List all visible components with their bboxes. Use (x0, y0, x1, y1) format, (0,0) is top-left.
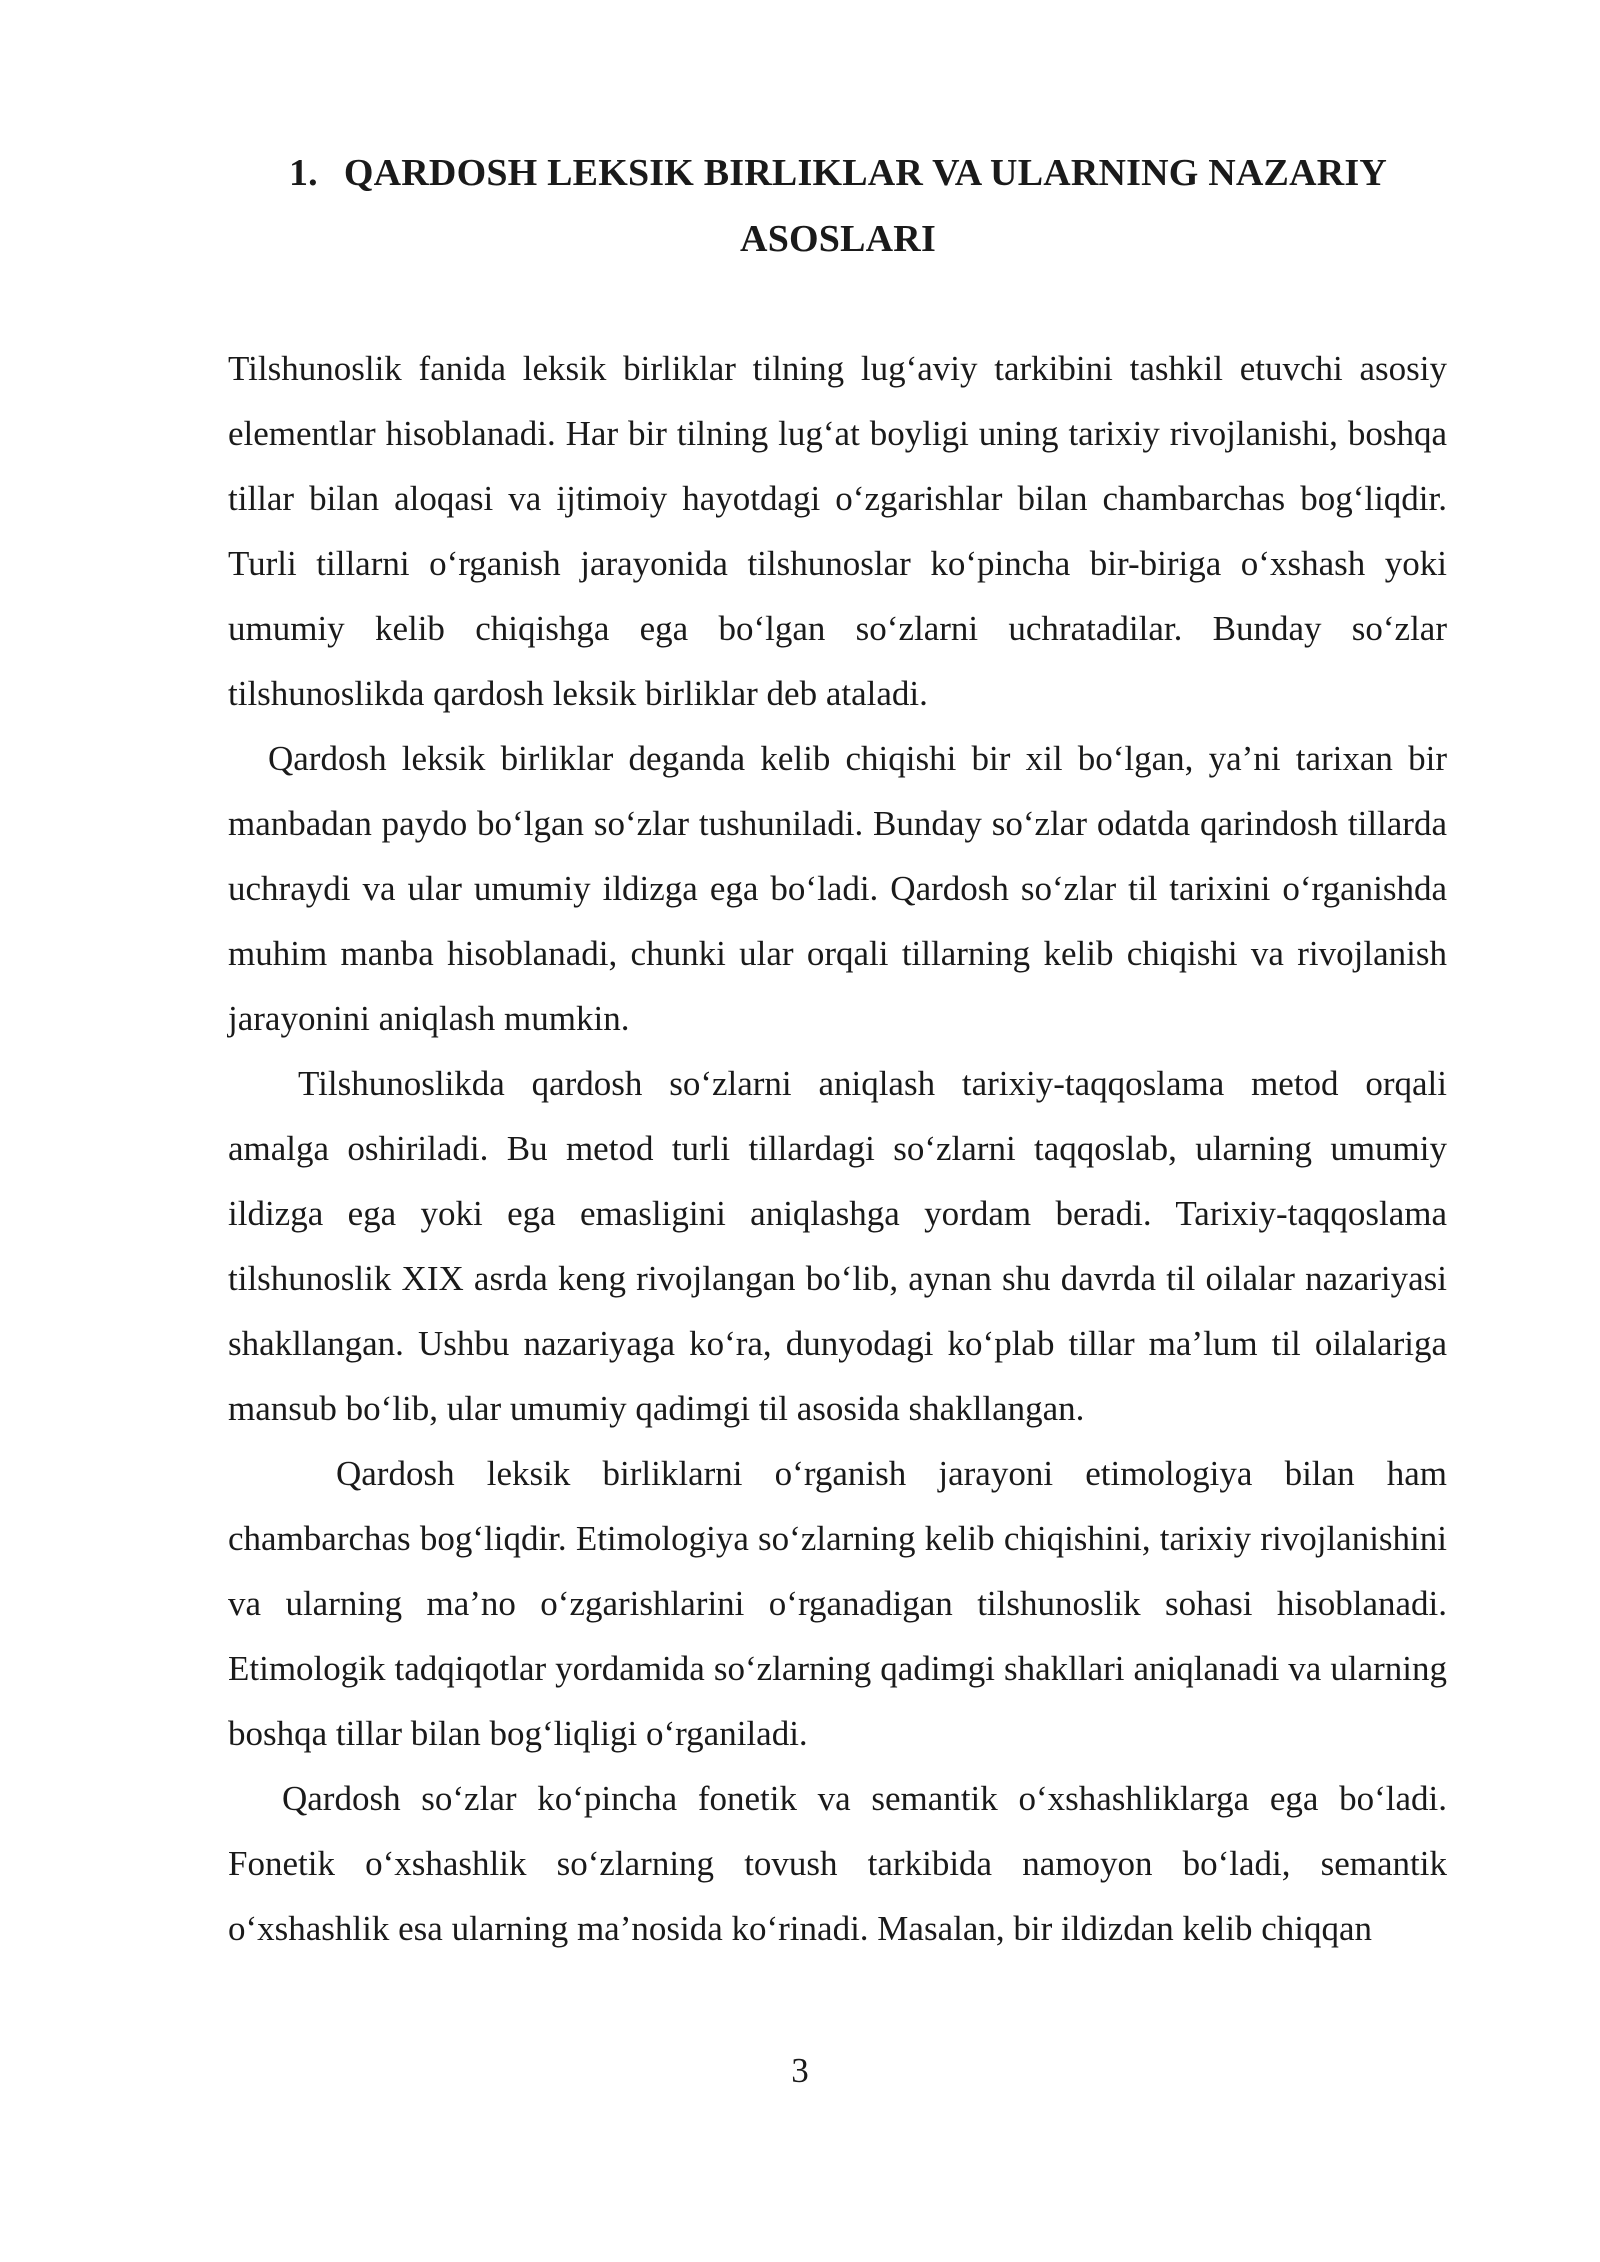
paragraph: Qardosh leksik birliklarni o‘rganish jarayoni etimologiya bilan ham chambarchas bog‘liqdir. Etimologiya so‘zlarning kelib chiqishini, tarixiy rivojlanishini va ularning ma’no o‘zgarishlarini o‘rganadigan tilshunoslik sohasi hisoblanadi. Etimologik tadqiqotlar yordamida so‘zlarning qadimgi shakllari aniqlanadi va ularning boshqa tillar bilan bog‘liqligi o‘rganiladi. (228, 1454, 1447, 1753)
section-title-line-2: ASOSLARI (740, 218, 936, 260)
paragraph: Qardosh so‘zlar ko‘pincha fonetik va semantik o‘xshashliklarga ega bo‘ladi. Fonetik o‘xshashlik so‘zlarning tovush tarkibida namoyon bo‘ladi, semantik o‘xshashlik esa ularning ma’nosida ko‘rinadi. Masalan, bir ildizdan kelib chiqqan (228, 1779, 1447, 1948)
page-number: 3 (791, 2051, 809, 2090)
paragraph: Qardosh leksik birliklar deganda kelib chiqishi bir xil bo‘lgan, ya’ni tarixan bir manbadan paydo bo‘lgan so‘zlar tushuniladi. Bunday so‘zlar odatda qarindosh tillarda uchraydi va ular umumiy ildizga ega bo‘ladi. Qardosh so‘zlar til tarixini o‘rganishda muhim manba hisoblanadi, chunki ular orqali tillarning kelib chiqishi va rivojlanish jarayonini aniqlash mumkin. (228, 739, 1447, 1038)
section-heading-line-1 (228, 140, 1448, 206)
section-title-line-1: QARDOSH LEKSIK BIRLIKLAR VA ULARNING NAZARIY (343, 152, 1388, 194)
section-heading (228, 140, 1448, 272)
paragraph: Tilshunoslikda qardosh so‘zlarni aniqlash tarixiy-taqqoslama metod orqali amalga oshiriladi. Bu metod turli tillardagi so‘zlarni taqqoslab, ularning umumiy ildizga ega yoki ega emasligini aniqlashga yordam beradi. Tarixiy-taqqoslama tilshunoslik XIX asrda keng rivojlangan bo‘lib, aynan shu davrda til oilalar nazariyasi shakllangan. Ushbu nazariyaga ko‘ra, dunyodagi ko‘plab tillar ma’lum til oilalariga mansub bo‘lib, ular umumiy qadimgi til asosida shakllangan. (228, 1064, 1447, 1428)
section-number: 1. (288, 152, 318, 194)
body-text (228, 336, 1447, 1961)
paragraph: Tilshunoslik fanida leksik birliklar tilning lug‘aviy tarkibini tashkil etuvchi asosiy elementlar hisoblanadi. Har bir tilning lug‘at boyligi uning tarixiy rivojlanishi, boshqa tillar bilan aloqasi va ijtimoiy hayotdagi o‘zgarishlar bilan chambarchas bog‘liqdir. Turli tillarni o‘rganish jarayonida tilshunoslar ko‘pincha bir-biriga o‘xshash yoki umumiy kelib chiqishga ega bo‘lgan so‘zlarni uchratadilar. Bunday so‘zlar tilshunoslikda qardosh leksik birliklar deb ataladi. (228, 349, 1447, 713)
